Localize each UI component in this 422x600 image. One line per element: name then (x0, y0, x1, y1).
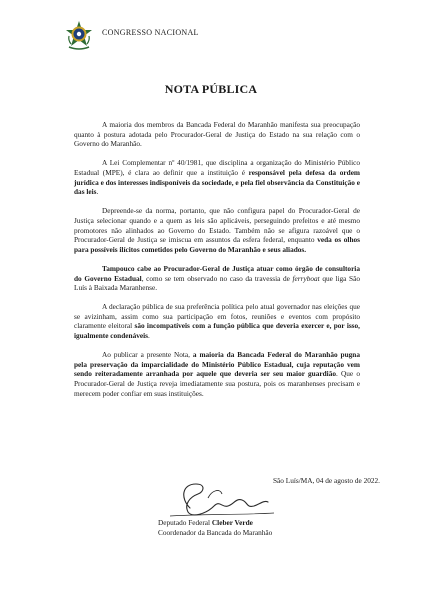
signatory-prefix: Deputado Federal (158, 518, 212, 527)
text-run: Ao publicar a presente Nota, (102, 350, 193, 360)
text-run: , como se tem observado no caso da travessia de (141, 273, 293, 283)
document-header (64, 20, 364, 54)
document-title: NOTA PÚBLICA (164, 82, 258, 96)
signatory-name: Cleber Verde (211, 518, 253, 527)
text-run: A Lei Complementar nº 40/1981, que disciplina a organização do Ministério Público Estadual (MPE), é clara ao definir que a instituição é (74, 158, 360, 177)
brazil-coat-of-arms-icon (64, 20, 94, 52)
signatory-line (158, 518, 272, 528)
text-run: veda os olhos para possíveis ilícitos cometidos pelo Governo do Maranhão e seus aliados. (74, 235, 360, 254)
signature-block (158, 518, 272, 538)
date-line: São Luís/MA, 04 de agosto de 2022. (272, 476, 380, 485)
text-run: . (147, 331, 150, 341)
text-run: responsável pela defesa da ordem jurídica e dos interesses indisponíveis da sociedade, e pela fiel observância da Constituição e das leis (74, 167, 361, 197)
text-run: Depreende-se da norma, portanto, que não configura papel do Procurador-Geral de Justiça selecionar quando e a quem as leis são aplicáveis, perseguindo prefeitos e até mesmo promotores não alinhados ao Governo do Estado. Também não se afigura razoável que o Procurador-Geral de Justiça se imiscua em assuntos da esfera federal, enquanto (74, 206, 360, 245)
text-run: ferryboat (292, 273, 320, 283)
paragraph (74, 206, 360, 254)
handwritten-signature (150, 478, 280, 522)
text-run: . (96, 187, 99, 197)
paragraph (74, 264, 360, 293)
text-run: a maioria da Bancada Federal do Maranhão pugna pela preservação da imparcialidade do Ministério Público Estadual, cuja reputação vem sendo reiteradamente arranhada por aquele que deveria ser seu maior guardião (74, 350, 360, 379)
paragraph (74, 302, 360, 340)
text-run: . Que o Procurador-Geral de Justiça reveja imediatamente sua postura, pois os maranhenses precisam e merecem poder confiar em suas instituições. (74, 369, 361, 398)
text-run: Tampouco cabe ao Procurador-Geral de Justiça atuar como órgão de consultoria do Governo Estadual (74, 263, 360, 283)
organization-name: CONGRESSO NACIONAL (102, 28, 199, 37)
paragraph (74, 120, 360, 149)
paragraph (74, 158, 360, 196)
signatory-role: Coordenador da Bancada do Maranhão (158, 528, 273, 537)
text-run: A maioria dos membros da Bancada Federal do Maranhão manifesta sua preocupação quanto à postura adotada pelo Procurador-Geral de Justiça do Estado na sua relação com o Governo do Maranhão. (74, 120, 360, 149)
text-run: A declaração pública de sua preferência política pelo atual governador nas eleições que se avizinham, assim como sua participação em fotos, reuniões e eventos com propósito claramente eleitoral (74, 302, 360, 331)
text-run: são incompatíveis com a função pública que deveria exercer e, por isso, igualmente condenáveis (74, 321, 360, 341)
text-run: que liga São Luís à Baixada Maranhense. (74, 273, 360, 293)
paragraph (74, 350, 360, 398)
document-body (74, 120, 360, 408)
